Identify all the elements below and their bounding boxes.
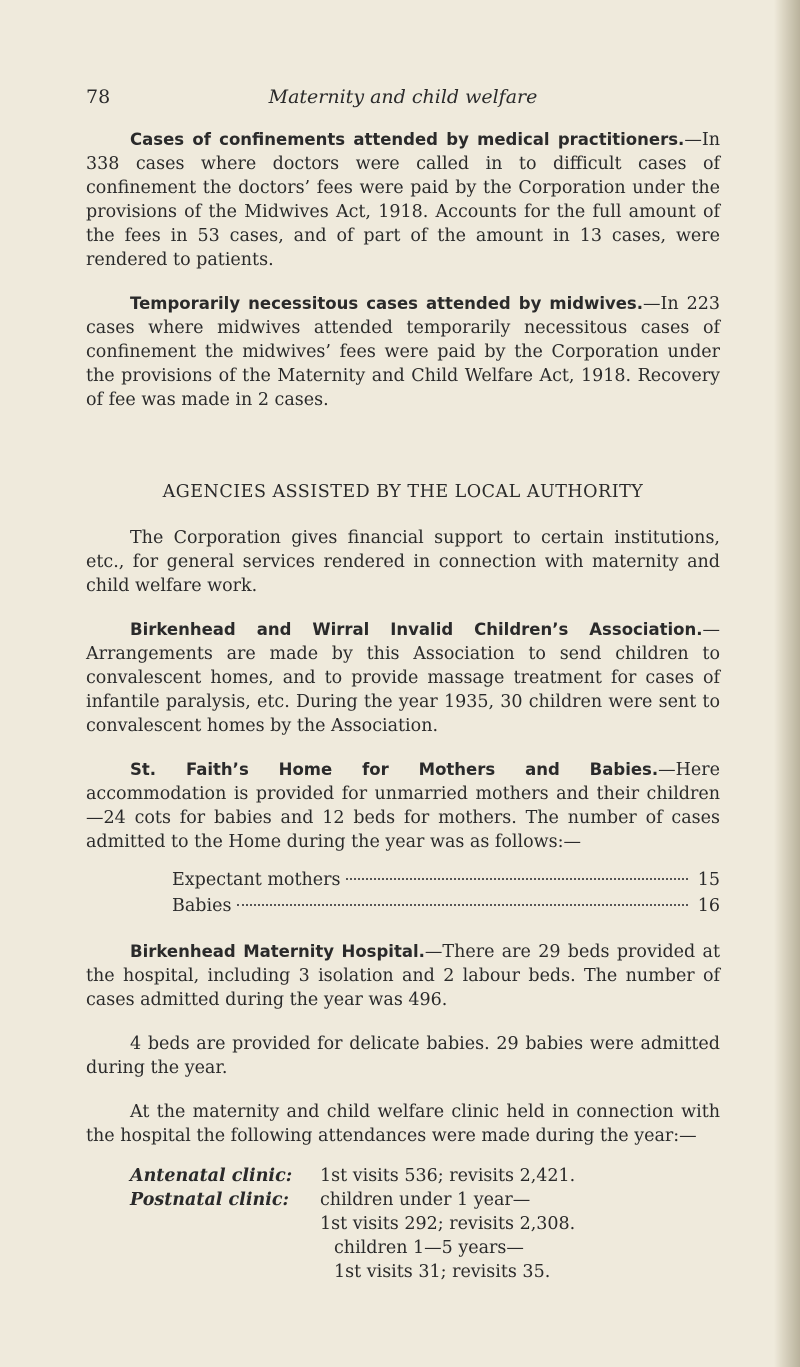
text-hospital: —There are 29 beds provided at the hospital, including 3 isolation and 2 labour beds. The number of cases admitted during the year was 496. <box>86 942 720 1010</box>
paragraph-st-faith <box>86 758 720 854</box>
text-wirral: —Arrangements are made by this Association to send children to convalescent homes, and to provide massage treatment for cases of infantile paralysis, etc. During the year 1935, 30 children were sent to convalescent homes by the Association. <box>86 620 720 736</box>
paragraph-agencies-intro: The Corporation gives financial support to certain institutions, etc., for general services rendered in connection with maternity and child welfare work. <box>86 528 720 596</box>
antenatal-row <box>130 1164 720 1188</box>
postnatal-group2: children 1—5 years— <box>334 1238 524 1258</box>
postnatal-group1-visits: 1st visits 292; revisits 2,308. <box>320 1214 576 1234</box>
admissions-list <box>172 868 720 920</box>
paragraph-clinic-intro: At the maternity and child welfare clinic held in connection with the hospital the following attendances were made during the year:— <box>86 1102 720 1146</box>
antenatal-label: Antenatal clinic: <box>130 1166 293 1186</box>
antenatal-text: 1st visits 536; revisits 2,421. <box>320 1166 576 1186</box>
running-title: Maternity and child welfare <box>268 86 538 108</box>
page-header <box>86 86 720 116</box>
list-item <box>172 868 720 894</box>
section-title-agencies: AGENCIES ASSISTED BY THE LOCAL AUTHORITY <box>162 482 644 502</box>
page-edge-shadow <box>774 0 800 1367</box>
admission-value: 16 <box>697 896 720 916</box>
postnatal-row <box>130 1188 720 1212</box>
dot-leader <box>237 904 688 906</box>
clinic-attendances <box>130 1164 720 1284</box>
admission-label: Babies <box>172 896 232 916</box>
paragraph-hospital <box>86 940 720 1012</box>
heading-hospital: Birkenhead Maternity Hospital. <box>130 942 425 961</box>
paragraph-wirral <box>86 618 720 738</box>
text-necessitous: —In 223 cases where midwives attended temporarily necessitous cases of confinement the midwives’ fees were paid by the Corporation under the provisions of the Maternity and Child Welfare Act, 1918. Recovery of fee was made in 2 cases. <box>86 294 720 410</box>
heading-wirral: Birkenhead and Wirral Invalid Children’s Association. <box>130 620 703 639</box>
admission-value: 15 <box>697 870 720 890</box>
text-st-faith: —Here accommodation is provided for unmarried mothers and their children—24 cots for babies and 12 beds for mothers. The number of cases admitted to the Home during the year was as follows:— <box>86 760 720 852</box>
dot-leader <box>346 878 688 880</box>
admission-label: Expectant mothers <box>172 870 341 890</box>
page-body <box>86 128 720 1284</box>
text-confinements: —In 338 cases where doctors were called in to difficult cases of confinement the doctors’ fees were paid by the Corporation under the provisions of the Midwives Act, 1918. Accounts for the full amount of the fees in 53 cases, and of part of the amount in 13 cases, were rendered to patients. <box>86 130 720 270</box>
postnatal-group1: children under 1 year— <box>320 1190 531 1210</box>
heading-necessitous: Temporarily necessitous cases attended by midwives. <box>130 294 644 313</box>
heading-st-faith: St. Faith’s Home for Mothers and Babies. <box>130 760 659 779</box>
paragraph-confinements <box>86 128 720 272</box>
postnatal-label: Postnatal clinic: <box>130 1190 289 1210</box>
postnatal-group2-visits: 1st visits 31; revisits 35. <box>334 1262 551 1282</box>
list-item <box>172 894 720 920</box>
paragraph-delicate-babies: 4 beds are provided for delicate babies. 29 babies were admitted during the year. <box>86 1034 720 1078</box>
page-number: 78 <box>86 86 111 108</box>
paragraph-necessitous <box>86 292 720 412</box>
heading-confinements: Cases of confinements attended by medical practitioners. <box>130 130 685 149</box>
